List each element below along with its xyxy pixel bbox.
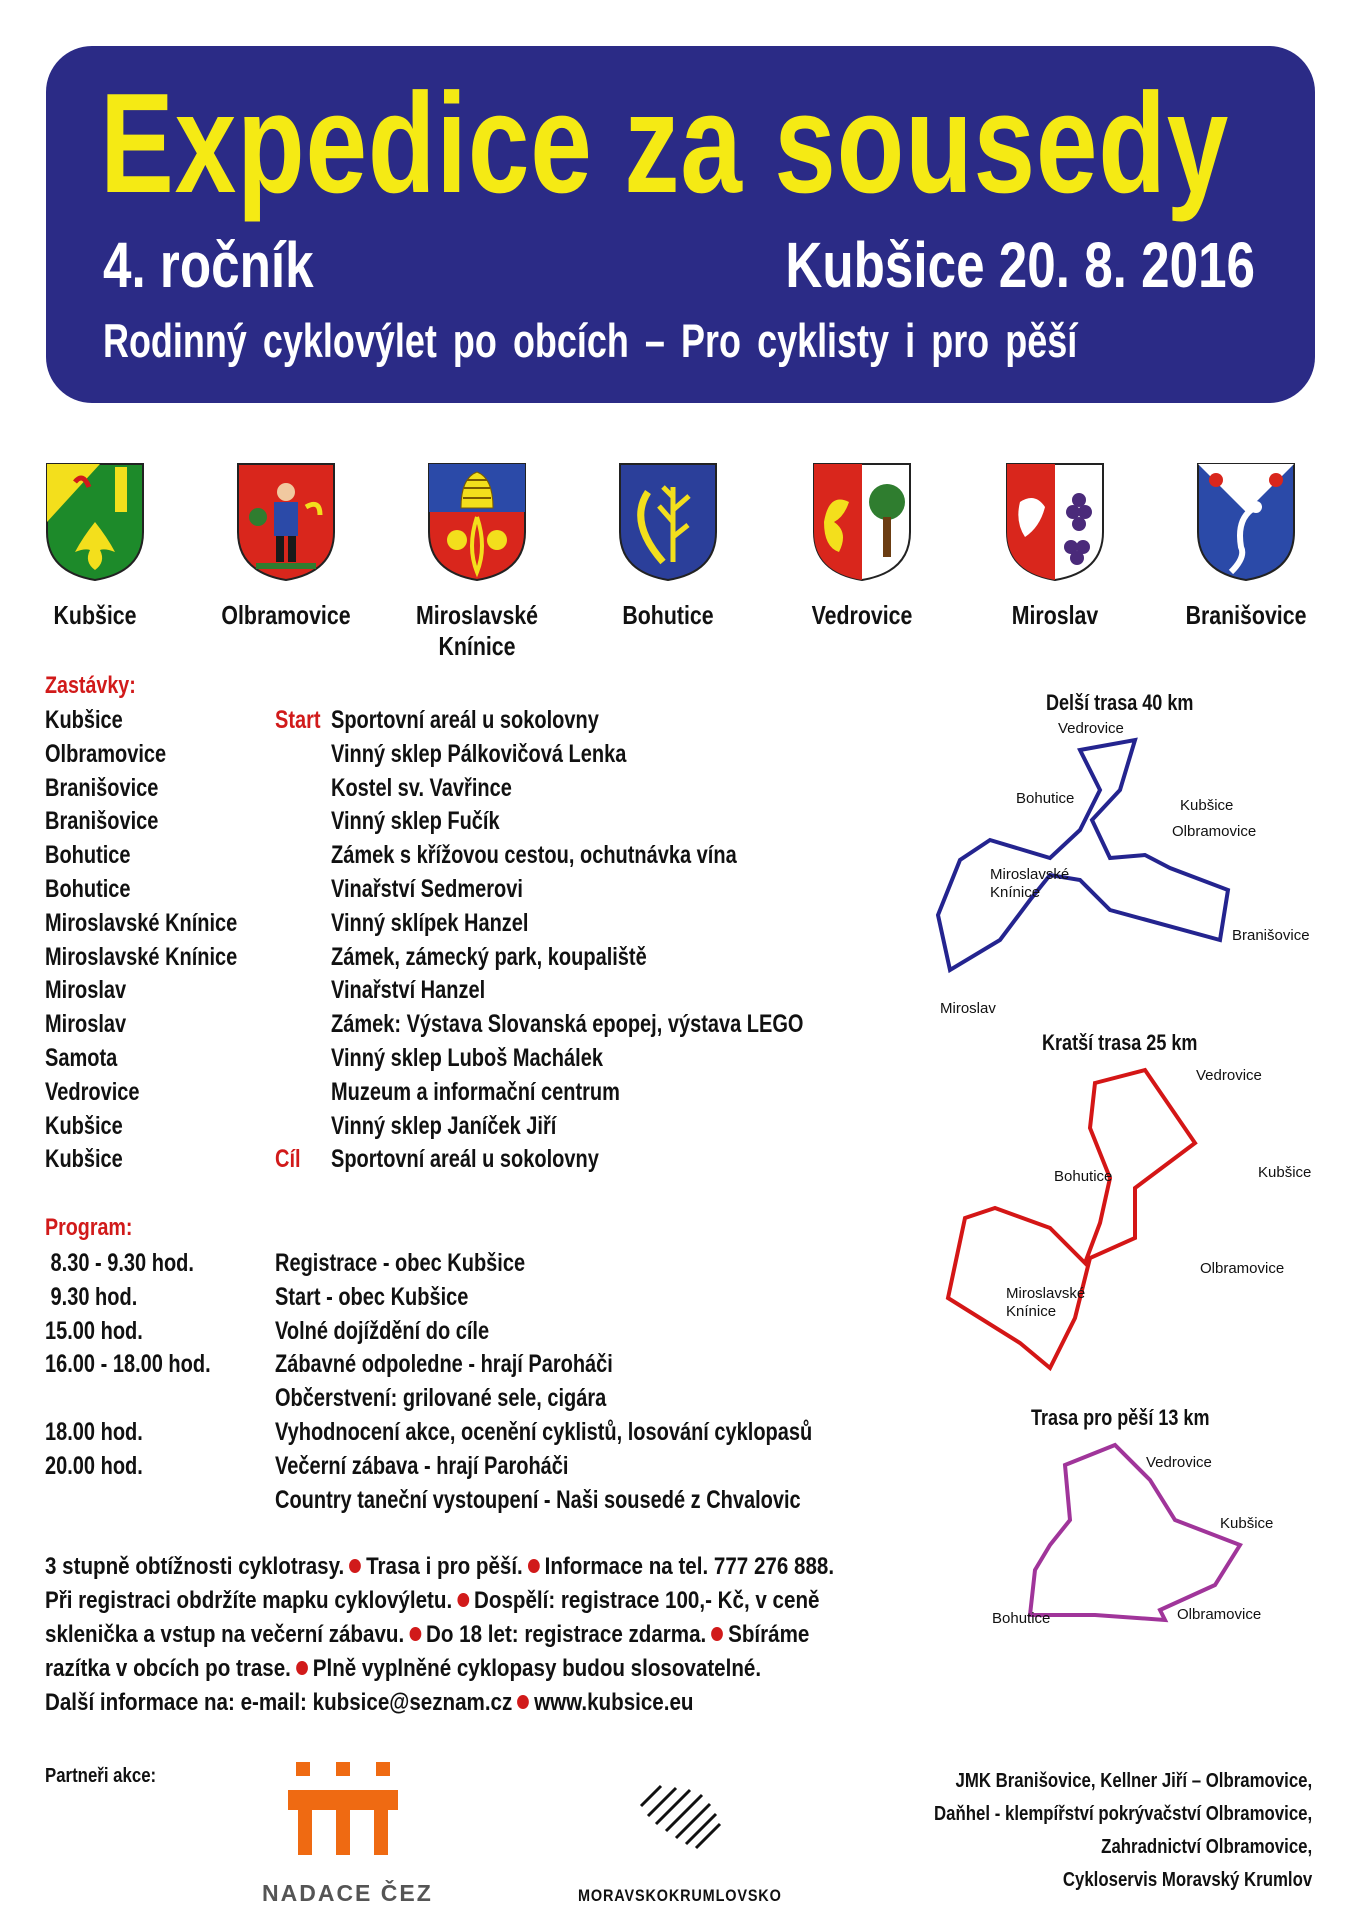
stop-row — [45, 807, 895, 841]
stop-venue: Vinný sklep Fučík — [331, 807, 500, 836]
stop-venue: Sportovní areál u sokolovny — [331, 1145, 599, 1174]
miroslavske-kninice-crest-icon — [427, 462, 527, 582]
moravskokrumlovsko-logo-icon — [636, 1776, 726, 1856]
map-long-label: Olbramovice — [1172, 823, 1257, 840]
stop-place: Olbramovice — [45, 739, 167, 768]
map-walk-title: Trasa pro pěší 13 km — [1031, 1405, 1210, 1430]
stop-row — [45, 943, 895, 977]
stop-row — [45, 774, 895, 808]
sponsors-list — [862, 1765, 1312, 1897]
info-line: razítka v obcích po trase. Plně vyplněné cyklopasy budou slosovatelné. — [45, 1655, 762, 1682]
village-name-miroslavske-kninice: Miroslavské Knínice — [415, 600, 539, 661]
map-long-label: Bohutice — [1016, 790, 1075, 807]
stop-row — [45, 740, 895, 774]
village-name-miroslav: Miroslav — [1011, 600, 1099, 630]
stop-place: Miroslavské Knínice — [45, 908, 238, 937]
map-long-label: Knínice — [990, 884, 1041, 901]
info-line: Při registraci obdržíte mapku cyklovýletu. Dospělí: registrace 100,- Kč, v ceně — [45, 1587, 820, 1614]
stop-venue: Zámek: Výstava Slovanská epopej, výstava LEGO — [331, 1010, 804, 1039]
stop-row — [45, 1112, 895, 1146]
map-short-label: Olbramovice — [1200, 1260, 1285, 1277]
stop-place: Miroslav — [45, 976, 127, 1005]
stop-venue: Vinný sklep Pálkovičová Lenka — [331, 739, 627, 768]
map-short-route — [940, 1068, 1250, 1378]
place-date: Kubšice 20. 8. 2016 — [785, 229, 1255, 301]
stop-place: Samota — [45, 1044, 118, 1072]
sponsor-line: Daňhel - klempířství pokrývačství Olbramovice, — [933, 1803, 1312, 1825]
program-time: 20.00 hod. — [45, 1451, 143, 1480]
program-time: 15.00 hod. — [45, 1316, 143, 1345]
moravskokrumlovsko-label: MORAVSKOKRUMLOVSKO — [578, 1886, 782, 1905]
vedrovice-crest-icon — [812, 462, 912, 582]
stop-venue: Zámek s křížovou cestou, ochutnávka vína — [331, 841, 737, 870]
branisovice-crest-icon — [1196, 462, 1296, 582]
info-block — [45, 1550, 1045, 1720]
map-long-label: Miroslav — [940, 1000, 996, 1017]
kubsice-crest-icon — [45, 462, 145, 582]
map-short-label: Bohutice — [1054, 1168, 1113, 1185]
stop-place: Bohutice — [45, 875, 131, 903]
map-short-label: Vedrovice — [1196, 1067, 1262, 1084]
event-subtitle: Rodinný cyklovýlet po obcích – Pro cyklisty i pro pěší — [103, 314, 1078, 367]
edition-label: 4. ročník — [103, 229, 314, 301]
stops-heading: Zastávky: — [45, 672, 136, 699]
stop-row — [45, 909, 895, 943]
village-name-kubsice: Kubšice — [53, 600, 137, 630]
map-long-label: Vedrovice — [1058, 720, 1124, 737]
stop-row — [45, 875, 895, 909]
map-short-label: Miroslavské — [1006, 1285, 1086, 1302]
stop-venue: Vinařství Hanzel — [331, 976, 486, 1005]
program-row — [45, 1317, 895, 1351]
program-activity: Zábavné odpoledne - hrají Paroháči — [275, 1350, 613, 1379]
program-activity: Country taneční vystoupení - Naši sousedé z Chvalovic — [275, 1485, 801, 1514]
sponsor-line: JMK Branišovice, Kellner Jiří – Olbramovice, — [955, 1770, 1312, 1792]
info-line: 3 stupně obtížnosti cyklotrasy. Trasa i pro pěší. Informace na tel. 777 276 888. — [45, 1553, 835, 1580]
map-long-route — [930, 740, 1250, 990]
stop-place: Kubšice — [45, 706, 123, 734]
program-row — [45, 1486, 895, 1520]
stop-place: Branišovice — [45, 773, 159, 802]
stop-row — [45, 841, 895, 875]
miroslav-crest-icon — [1005, 462, 1105, 582]
program-activity: Občerstvení: grilované sele, cigára — [275, 1384, 607, 1413]
village-name-bohutice: Bohutice — [622, 600, 714, 630]
program-activity: Start - obec Kubšice — [275, 1282, 469, 1311]
program-row — [45, 1283, 895, 1317]
info-line: Další informace na: e-mail: kubsice@seznam.cz www.kubsice.eu — [45, 1689, 694, 1716]
nadace-cez-label: NADACE ČEZ — [262, 1880, 433, 1906]
stop-flag: Start — [275, 706, 321, 734]
map-long-label: Miroslavské — [990, 866, 1070, 883]
stop-place: Miroslavské Knínice — [45, 942, 238, 971]
map-walk-label: Vedrovice — [1146, 1454, 1212, 1471]
map-long-title: Delší trasa 40 km — [1046, 690, 1194, 715]
stop-place: Bohutice — [45, 841, 131, 870]
program-row — [45, 1350, 895, 1384]
map-walk-label: Olbramovice — [1177, 1606, 1262, 1623]
bullet-icon — [296, 1661, 308, 1675]
bullet-icon — [409, 1627, 421, 1641]
stop-flag: Cíl — [275, 1145, 301, 1174]
program-activity: Registrace - obec Kubšice — [275, 1249, 526, 1277]
program-row — [45, 1384, 895, 1418]
program-row — [45, 1249, 895, 1283]
bullet-icon — [457, 1593, 469, 1607]
sponsor-line: Zahradnictví Olbramovice, — [1100, 1836, 1312, 1858]
stop-place: Kubšice — [45, 1111, 123, 1140]
info-line: sklenička a vstup na večerní zábavu. Do 18 let: registrace zdarma. Sbíráme — [45, 1621, 810, 1648]
map-short-title: Kratší trasa 25 km — [1042, 1030, 1198, 1055]
map-walk-label: Kubšice — [1220, 1515, 1274, 1532]
bullet-icon — [528, 1559, 540, 1573]
stop-row — [45, 1044, 895, 1078]
map-short-label: Kubšice — [1258, 1164, 1312, 1181]
program-time: 16.00 - 18.00 hod. — [45, 1350, 211, 1379]
map-long-label: Branišovice — [1232, 927, 1310, 944]
event-title: Expedice za sousedy — [100, 64, 1230, 223]
olbramovice-crest-icon — [236, 462, 336, 582]
bullet-icon — [711, 1627, 723, 1641]
map-short-label: Knínice — [1006, 1303, 1057, 1320]
stop-place: Kubšice — [45, 1145, 123, 1174]
stop-row — [45, 1010, 895, 1044]
bullet-icon — [349, 1559, 361, 1573]
stop-venue: Vinný sklípek Hanzel — [331, 908, 529, 937]
stop-place: Branišovice — [45, 807, 159, 836]
stop-place: Miroslav — [45, 1010, 127, 1039]
stop-venue: Sportovní areál u sokolovny — [331, 706, 599, 734]
program-heading: Program: — [45, 1214, 133, 1241]
program-activity: Volné dojíždění do cíle — [275, 1316, 490, 1345]
stop-venue: Kostel sv. Vavřince — [331, 773, 512, 802]
bullet-icon — [517, 1695, 529, 1709]
stop-row — [45, 1145, 895, 1179]
nadace-cez-logo-icon — [288, 1760, 398, 1860]
stop-venue: Zámek, zámecký park, koupaliště — [331, 942, 647, 971]
program-time: 18.00 hod. — [45, 1418, 143, 1446]
program-activity: Večerní zábava - hrají Paroháči — [275, 1451, 569, 1480]
partners-label: Partneři akce: — [45, 1765, 157, 1787]
program-row — [45, 1418, 895, 1452]
stop-row — [45, 1078, 895, 1112]
program-time: 8.30 - 9.30 hod. — [45, 1249, 194, 1277]
stop-place: Vedrovice — [45, 1077, 140, 1106]
village-name-olbramovice: Olbramovice — [221, 600, 351, 630]
program-activity: Vyhodnocení akce, ocenění cyklistů, losování cyklopasů — [275, 1418, 813, 1446]
map-long-label: Kubšice — [1180, 797, 1234, 814]
stop-row — [45, 976, 895, 1010]
bohutice-crest-icon — [618, 462, 718, 582]
stop-venue: Vinný sklep Luboš Machálek — [331, 1044, 603, 1072]
program-row — [45, 1452, 895, 1486]
stop-venue: Vinný sklep Janíček Jiří — [331, 1111, 557, 1140]
stop-venue: Vinařství Sedmerovi — [331, 875, 523, 903]
stop-venue: Muzeum a informační centrum — [331, 1077, 620, 1106]
map-walk-label: Bohutice — [992, 1610, 1051, 1627]
stop-row — [45, 706, 895, 740]
program-time: 9.30 hod. — [45, 1282, 138, 1311]
village-name-branisovice: Branišovice — [1185, 600, 1307, 630]
sponsor-line: Cykloservis Moravský Krumlov — [1062, 1869, 1312, 1891]
map-walk-route — [1015, 1440, 1255, 1630]
village-name-vedrovice: Vedrovice — [811, 600, 913, 630]
